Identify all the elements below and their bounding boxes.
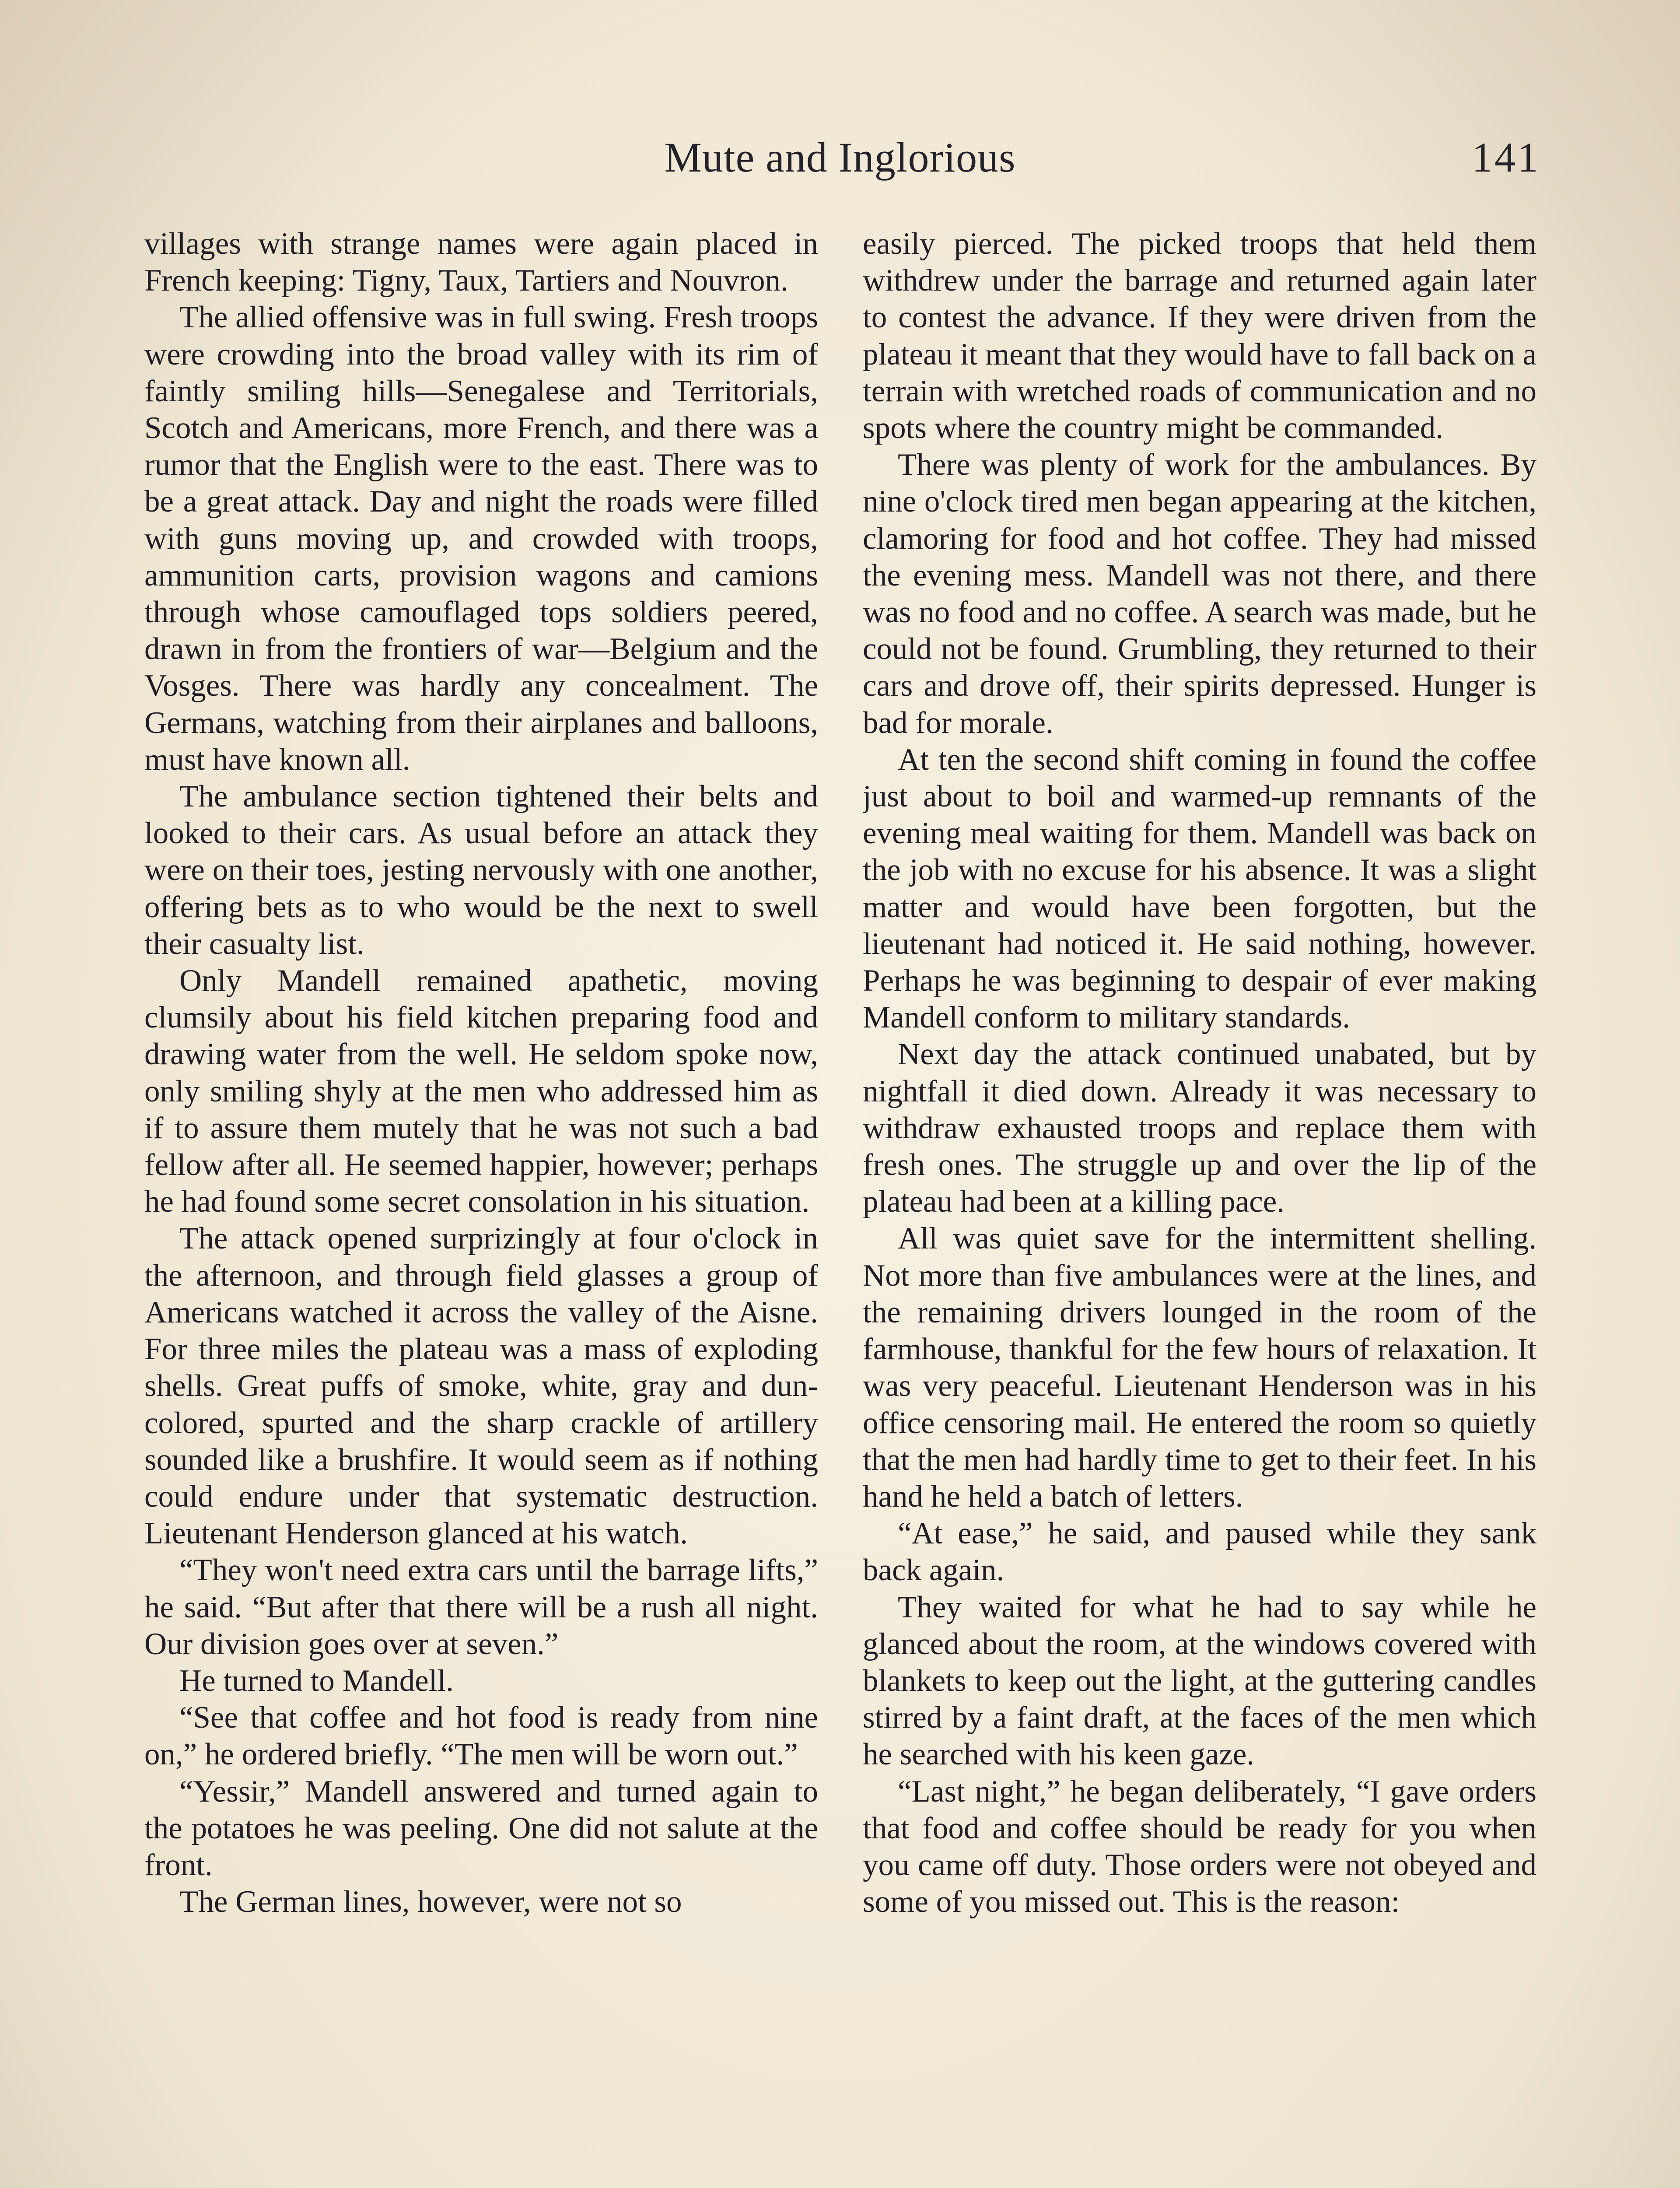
paragraph: “See that coffee and hot food is ready from nine on,” he ordered briefly. “The men will be worn out.” [144, 1701, 818, 1772]
paragraph: “They won't need extra cars until the barrage lifts,” he said. “But after that there will be a rush all night. Our division goes over at seven.” [144, 1553, 818, 1661]
paragraph: villages with strange names were again placed in French keeping: Tigny, Taux, Tartiers and Nouvron. [144, 227, 818, 298]
paragraph: “At ease,” he said, and paused while they sank back again. [863, 1516, 1536, 1588]
right-column [863, 225, 1536, 2188]
left-column [144, 225, 818, 2188]
paragraph: The attack opened surprizingly at four o'clock in the afternoon, and through field glasses a group of Americans watched it across the valley of the Aisne. For three miles the plateau was a mass of exploding shells. Great puffs of smoke, white, gray and dun-colored, spurted and the sharp crackle of artillery sounded like a brushfire. It would seem as if nothing could endure under that systematic destruction. Lieutenant Henderson glanced at his watch. [144, 1221, 818, 1551]
paragraph: All was quiet save for the intermittent shelling. Not more than five ambulances were at the lines, and the remaining drivers lounged in the room of the farmhouse, thankful for the few hours of relaxation. It was very peaceful. Lieutenant Henderson was in his office censoring mail. He entered the room so quietly that the men had hardly time to get to their feet. In his hand he held a batch of letters. [863, 1221, 1536, 1514]
running-head [0, 131, 1680, 184]
paragraph: He turned to Mandell. [179, 1663, 454, 1698]
paragraph: Only Mandell remained apathetic, moving clumsily about his field kitchen preparing food and drawing water from the well. He seldom spoke now, only smiling shyly at the men who addressed him as if to assure them mutely that he was not such a bad fellow after all. He seemed happier, however; perhaps he had found some secret consolation in his situation. [144, 964, 818, 1219]
paragraph: They waited for what he had to say while he glanced about the room, at the windows covered with blankets to keep out the light, at the guttering candles stirred by a faint draft, at the faces of the men which he searched with his keen gaze. [863, 1590, 1536, 1772]
paragraph: The allied offensive was in full swing. Fresh troops were crowding into the broad valley with its rim of faintly smiling hills—Senegalese and Territorials, Scotch and Americans, more French, and there was a rumor that the English were to the east. There was to be a great attack. Day and night the roads were filled with guns moving up, and crowded with troops, ammunition carts, provision wagons and camions through whose camouflaged tops soldiers peered, drawn in from the frontiers of war—Belgium and the Vosges. There was hardly any concealment. The Germans, watching from their airplanes and balloons, must have known all. [144, 300, 818, 777]
paragraph: “Yessir,” Mandell answered and turned again to the potatoes he was peeling. One did not salute at the front. [144, 1774, 818, 1882]
paragraph: Next day the attack continued unabated, but by nightfall it died down. Already it was necessary to withdraw exhausted troops and replace them with fresh ones. The struggle up and over the lip of the plateau had been at a killing pace. [863, 1037, 1536, 1219]
paragraph: easily pierced. The picked troops that held them withdrew under the barrage and returned again later to contest the advance. If they were driven from the plateau it meant that they would have to fall back on a terrain with wretched roads of communication and no spots where the country might be commanded. [863, 227, 1536, 445]
paragraph: The German lines, however, were not so [179, 1885, 682, 1919]
page-title: Mute and Inglorious [664, 134, 1016, 181]
paragraph: At ten the second shift coming in found the coffee just about to boil and warmed-up remnants of the evening meal waiting for them. Mandell was back on the job with no excuse for his absence. It was a slight matter and would have been forgotten, but the lieutenant had noticed it. He said nothing, however. Perhaps he was beginning to despair of ever making Mandell conform to military standards. [863, 742, 1536, 1035]
page-number: 141 [1472, 134, 1540, 181]
paragraph: “Last night,” he began deliberately, “I gave orders that food and coffee should be ready for you when you came off duty. Those orders were not obeyed and some of you missed out. This is the reason: [863, 1774, 1536, 1919]
paragraph: The ambulance section tightened their belts and looked to their cars. As usual before an attack they were on their toes, jesting nervously with one another, offering bets as to who would be the next to swell their casualty list. [144, 779, 818, 961]
paragraph: There was plenty of work for the ambulances. By nine o'clock tired men began appearing at the kitchen, clamoring for food and hot coffee. They had missed the evening mess. Mandell was not there, and there was no food and no coffee. A search was made, but he could not be found. Grumbling, they returned to their cars and drove off, their spirits depressed. Hunger is bad for morale. [863, 448, 1536, 740]
